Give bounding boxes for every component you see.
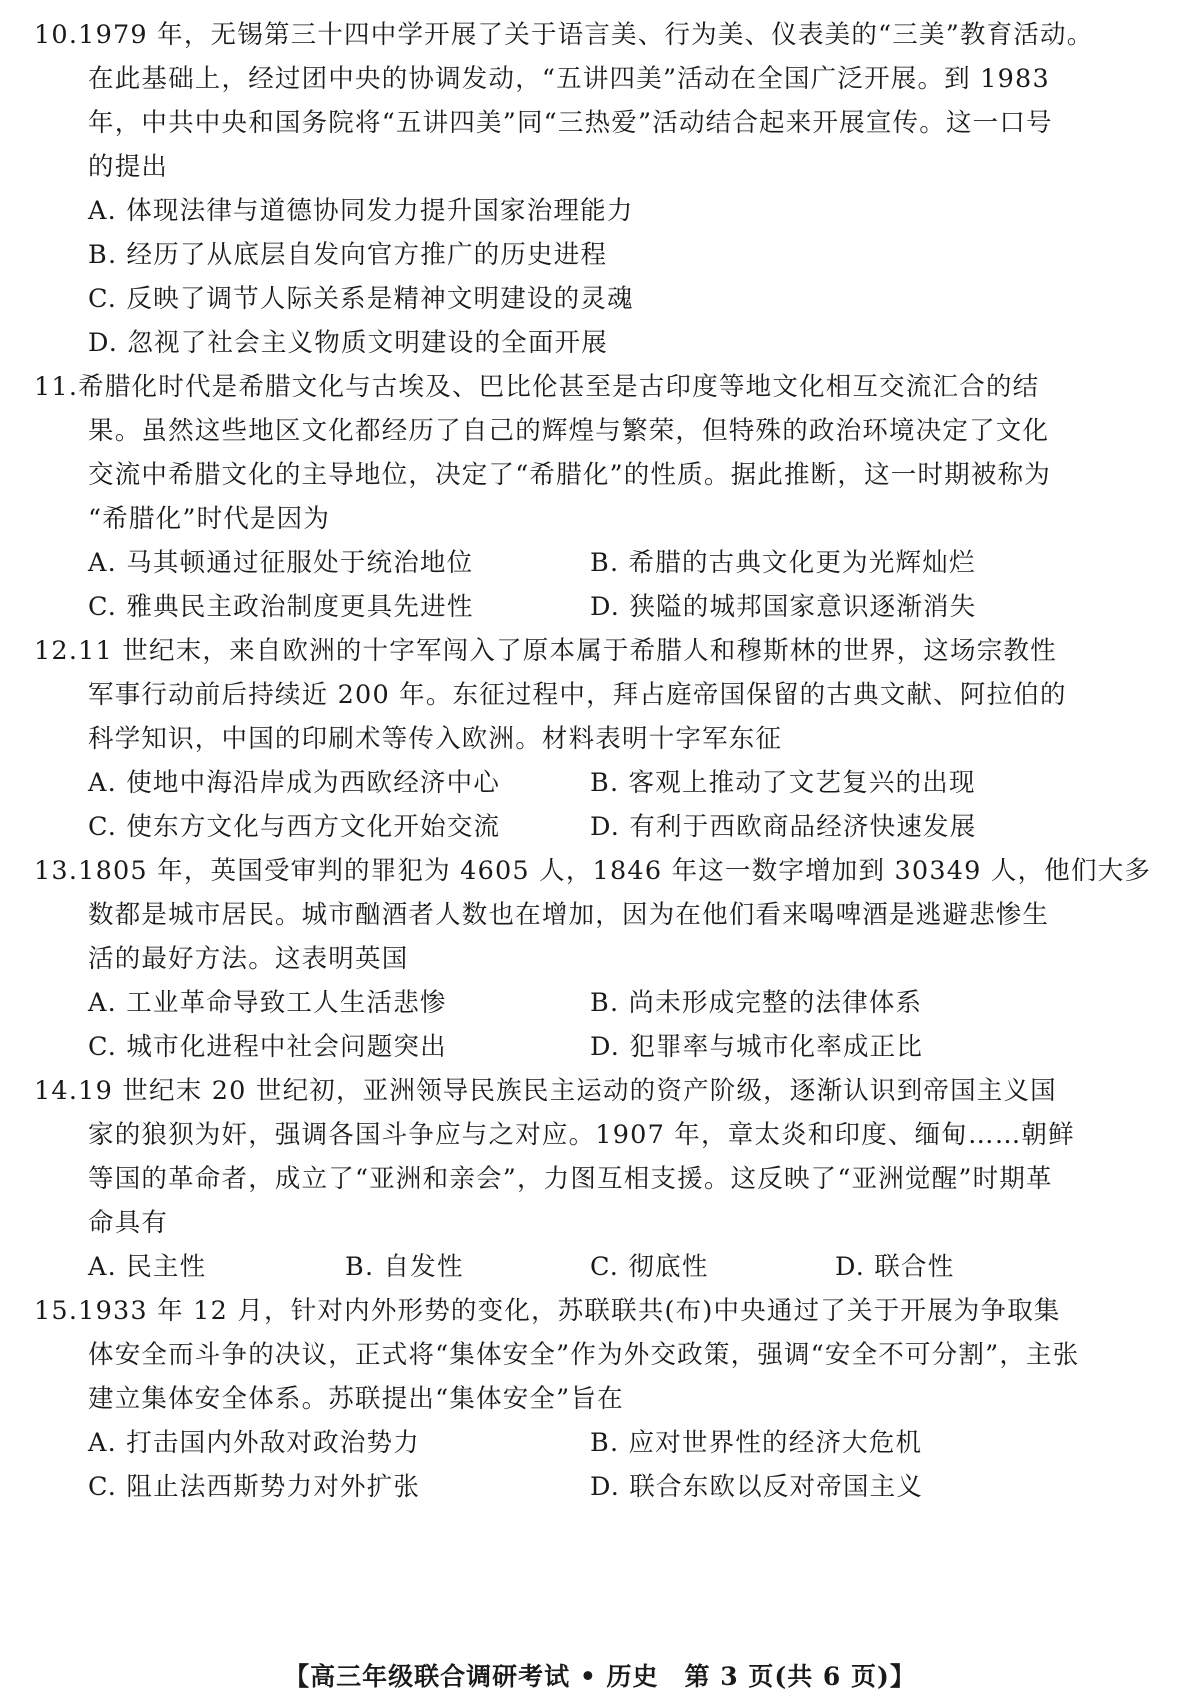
question-15-option-d: D. 联合东欧以反对帝国主义 [590, 1472, 924, 1502]
question-10-option-d: D. 忽视了社会主义物质文明建设的全面开展 [88, 328, 608, 358]
question-11-stem-line-4: “希腊化”时代是因为 [88, 504, 331, 534]
question-12-stem-line-1: 12.11 世纪末，来自欧洲的十字军闯入了原本属于希腊人和穆斯林的世界，这场宗教性 [34, 636, 1057, 666]
question-15-option-b: B. 应对世界性的经济大危机 [590, 1428, 923, 1458]
question-13-stem-line-1: 13.1805 年，英国受审判的罪犯为 4605 人，1846 年这一数字增加到 30349 人，他们大多 [34, 856, 1152, 886]
question-11-option-d: D. 狭隘的城邦国家意识逐渐消失 [590, 592, 977, 622]
question-15-stem-line-1: 15.1933 年 12 月，针对内外形势的变化，苏联联共(布)中央通过了关于开展为争取集 [34, 1296, 1061, 1326]
question-12-stem-line-2: 军事行动前后持续近 200 年。东征过程中，拜占庭帝国保留的古典文献、阿拉伯的 [88, 680, 1067, 710]
question-10-option-a: A. 体现法律与道德协同发力提升国家治理能力 [88, 196, 634, 226]
question-11-option-c: C. 雅典民主政治制度更具先进性 [88, 592, 474, 622]
question-15-option-c: C. 阻止法西斯势力对外扩张 [88, 1472, 421, 1502]
question-13-option-c: C. 城市化进程中社会问题突出 [88, 1032, 447, 1062]
question-10-stem-line-2: 在此基础上，经过团中央的协调发动，“五讲四美”活动在全国广泛开展。到 1983 [88, 64, 1050, 94]
question-10-stem-line-4: 的提出 [88, 152, 169, 182]
question-13-stem-line-2: 数都是城市居民。城市酗酒者人数也在增加，因为在他们看来喝啤酒是逃避悲惨生 [88, 900, 1050, 930]
question-12-stem-line-3: 科学知识，中国的印刷术等传入欧洲。材料表明十字军东征 [88, 724, 783, 754]
question-10-option-b: B. 经历了从底层自发向官方推广的历史进程 [88, 240, 608, 270]
question-14-option-b: B. 自发性 [345, 1252, 464, 1282]
question-12-option-b: B. 客观上推动了文艺复兴的出现 [590, 768, 976, 798]
question-11-stem-line-2: 果。虽然这些地区文化都经历了自己的辉煌与繁荣，但特殊的政治环境决定了文化 [88, 416, 1050, 446]
question-14-option-a: A. 民主性 [88, 1252, 207, 1282]
question-12-option-a: A. 使地中海沿岸成为西欧经济中心 [88, 768, 501, 798]
question-14-stem-line-2: 家的狼狈为奸，强调各国斗争应与之对应。1907 年，章太炎和印度、缅甸……朝鲜 [88, 1120, 1075, 1150]
question-11-stem-line-3: 交流中希腊文化的主导地位，决定了“希腊化”的性质。据此推断，这一时期被称为 [88, 460, 1051, 490]
question-14-option-d: D. 联合性 [835, 1252, 955, 1282]
question-14-stem-line-3: 等国的革命者，成立了“亚洲和亲会”，力图互相支援。这反映了“亚洲觉醒”时期革 [88, 1164, 1053, 1194]
question-10-stem-line-1: 10.1979 年，无锡第三十四中学开展了关于语言美、行为美、仪表美的“三美”教育活动。 [34, 20, 1094, 50]
page-footer: 【高三年级联合调研考试 • 历史 第 3 页(共 6 页)】 [284, 1662, 916, 1691]
question-13-stem-line-3: 活的最好方法。这表明英国 [88, 944, 409, 974]
question-10-stem-line-3: 年，中共中央和国务院将“五讲四美”同“三热爱”活动结合起来开展宣传。这一口号 [88, 108, 1053, 138]
question-12-option-c: C. 使东方文化与西方文化开始交流 [88, 812, 501, 842]
question-13-option-b: B. 尚未形成完整的法律体系 [590, 988, 923, 1018]
question-14-option-c: C. 彻底性 [590, 1252, 709, 1282]
question-13-option-a: A. 工业革命导致工人生活悲惨 [88, 988, 447, 1018]
question-14-stem-line-4: 命具有 [88, 1208, 169, 1238]
question-11-stem-line-1: 11.希腊化时代是希腊文化与古埃及、巴比伦甚至是古印度等地文化相互交流汇合的结 [34, 372, 1040, 402]
question-12-option-d: D. 有利于西欧商品经济快速发展 [590, 812, 977, 842]
question-15-stem-line-2: 体安全而斗争的决议，正式将“集体安全”作为外交政策，强调“安全不可分割”，主张 [88, 1340, 1080, 1370]
question-11-option-a: A. 马其顿通过征服处于统治地位 [88, 548, 474, 578]
question-15-stem-line-3: 建立集体安全体系。苏联提出“集体安全”旨在 [88, 1384, 624, 1414]
question-11-option-b: B. 希腊的古典文化更为光辉灿烂 [590, 548, 976, 578]
question-14-stem-line-1: 14.19 世纪末 20 世纪初，亚洲领导民族民主运动的资产阶级，逐渐认识到帝国主义国 [34, 1076, 1057, 1106]
question-15-option-a: A. 打击国内外敌对政治势力 [88, 1428, 420, 1458]
question-13-option-d: D. 犯罪率与城市化率成正比 [590, 1032, 924, 1062]
question-10-option-c: C. 反映了调节人际关系是精神文明建设的灵魂 [88, 284, 634, 314]
